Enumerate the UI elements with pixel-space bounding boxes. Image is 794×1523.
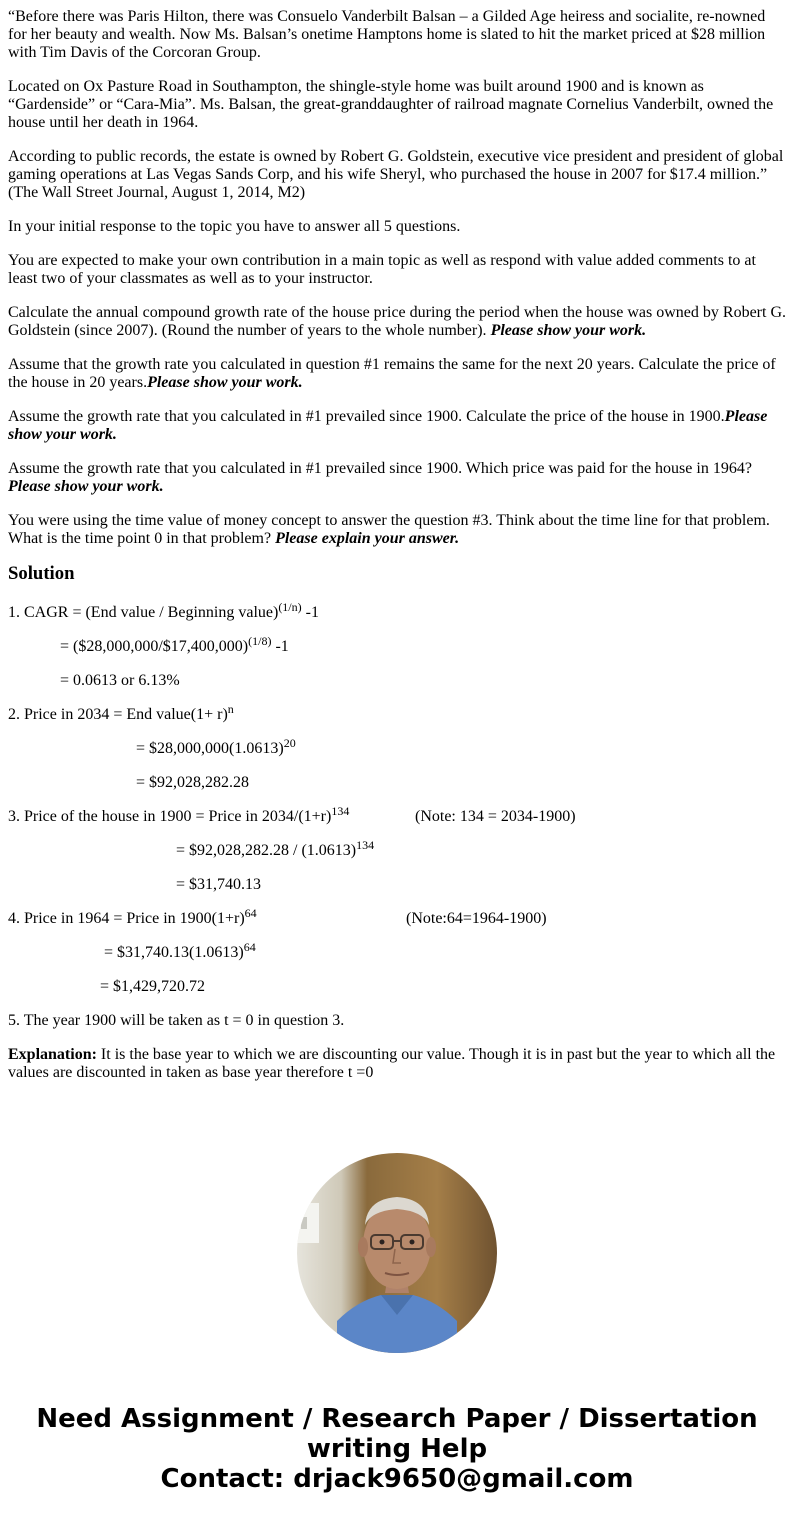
solution-5: 5. The year 1900 will be taken as t = 0 in question 3. xyxy=(8,1012,345,1029)
solution-3-result: = $31,740.13 xyxy=(176,876,262,893)
author-portrait-icon xyxy=(297,1153,497,1353)
solution-3-note: (Note: 134 = 2034-1900) xyxy=(415,808,576,825)
intro-paragraph-2: Located on Ox Pasture Road in Southampton, the shingle-style home was built around 1900 and is known as “Gardenside” or “Cara-Mia”. Ms. Balsan, the great-granddaughter of railroad magnate Cornelius Vanderbilt, owned the house until her death in 1964. xyxy=(8,78,774,131)
question-3-emphasis: Please show your work. xyxy=(8,408,768,443)
solution-3-formula-exponent: 134 xyxy=(331,804,350,818)
question-5-emphasis: Please explain your answer. xyxy=(275,530,460,547)
intro-paragraph-1: “Before there was Paris Hilton, there was Consuelo Vanderbilt Balsan – a Gilded Age heiress and socialite, re-nowned for her beauty and wealth. Now Ms. Balsan’s onetime Hamptons home is slated to hit the market priced at $28 million with Tim Davis of the Corcoran Group. xyxy=(8,8,766,61)
solution-1-formula-text: 1. CAGR = (End value / Beginning value) xyxy=(8,604,279,621)
question-5-text: You were using the time value of money concept to answer the question #3. Think about the time line for that problem. What is the time point 0 in that problem? xyxy=(8,512,770,547)
question-4 xyxy=(8,460,786,496)
solution-1-formula-tail: -1 xyxy=(301,604,319,621)
solution-4-substitution-text: = $31,740.13(1.0613) xyxy=(104,944,244,961)
question-2-emphasis: Please show your work. xyxy=(147,374,303,391)
solution-1-substitution-tail: -1 xyxy=(271,638,289,655)
question-3 xyxy=(8,408,786,444)
intro-paragraph-3: According to public records, the estate is owned by Robert G. Goldstein, executive vice president and president of global gaming operations at Las Vegas Sands Corp, and his wife Sheryl, who purchased the house in 2007 for $17.4 million.” (The Wall Street Journal, August 1, 2014, M2) xyxy=(8,148,784,201)
question-3-text: Assume the growth rate that you calculated in #1 prevailed since 1900. Calculate the price of the house in 1900. xyxy=(8,408,725,425)
solution-3-formula-text: 3. Price of the house in 1900 = Price in 2034/(1+r) xyxy=(8,808,332,825)
solution-3-substitution xyxy=(8,838,786,860)
solution-4-result: = $1,429,720.72 xyxy=(100,978,206,995)
solution-2-result: = $92,028,282.28 xyxy=(136,774,250,791)
solution-2-substitution-text: = $28,000,000(1.0613) xyxy=(136,740,284,757)
document-body xyxy=(8,8,786,1098)
solution-4-formula xyxy=(8,906,786,928)
intro-paragraph-5: You are expected to make your own contribution in a main topic as well as respond with value added comments to at least two of your classmates as well as to your instructor. xyxy=(8,252,756,287)
solution-explanation xyxy=(8,1046,786,1082)
solution-4-note: (Note:64=1964-1900) xyxy=(406,910,547,927)
solution-4-formula-text: 4. Price in 1964 = Price in 1900(1+r) xyxy=(8,910,245,927)
solution-4-formula-exponent: 64 xyxy=(244,906,257,920)
solution-heading: Solution xyxy=(8,563,75,584)
solution-2-formula-exponent: n xyxy=(227,702,234,716)
solution-3-formula xyxy=(8,804,786,826)
solution-4-substitution xyxy=(8,940,786,962)
author-avatar xyxy=(297,1153,497,1353)
solution-3-substitution-text: = $92,028,282.28 / (1.0613) xyxy=(176,842,357,859)
solution-1-substitution-exponent: (1/8) xyxy=(248,634,272,648)
question-1-text: Calculate the annual compound growth rate of the house price during the period when the house was owned by Robert G. Goldstein (since 2007). (Round the number of years to the whole number). xyxy=(8,304,787,339)
footer-contact xyxy=(0,1404,794,1494)
solution-3-substitution-exponent: 134 xyxy=(356,838,375,852)
solution-1-formula-exponent: (1/n) xyxy=(278,600,302,614)
solution-1-substitution-text: = ($28,000,000/$17,400,000) xyxy=(60,638,249,655)
question-4-emphasis: Please show your work. xyxy=(8,478,164,495)
solution-1-formula xyxy=(8,600,786,622)
solution-2-formula-text: 2. Price in 2034 = End value(1+ r) xyxy=(8,706,228,723)
solution-2-substitution-exponent: 20 xyxy=(283,736,296,750)
explanation-text: It is the base year to which we are discounting our value. Though it is in past but the year to which all the values are discounted in taken as base year therefore t =0 xyxy=(8,1046,776,1081)
intro-paragraph-4: In your initial response to the topic you have to answer all 5 questions. xyxy=(8,218,461,235)
footer-contact-email: Contact: drjack9650@gmail.com xyxy=(160,1464,634,1494)
solution-2-substitution xyxy=(8,736,786,758)
solution-1-substitution xyxy=(8,634,786,656)
question-1 xyxy=(8,304,786,340)
footer-line-2: writing Help xyxy=(306,1434,488,1464)
question-5 xyxy=(8,512,786,548)
solution-2-formula xyxy=(8,702,786,724)
explanation-label: Explanation: xyxy=(8,1046,97,1063)
footer-line-1: Need Assignment / Research Paper / Dissertation xyxy=(36,1404,758,1434)
question-4-text: Assume the growth rate that you calculated in #1 prevailed since 1900. Which price was paid for the house in 1964? xyxy=(8,460,752,477)
question-2-text: Assume that the growth rate you calculated in question #1 remains the same for the next 20 years. Calculate the price of the house in 20 years. xyxy=(8,356,776,391)
question-1-emphasis: Please show your work. xyxy=(490,322,647,339)
solution-4-substitution-exponent: 64 xyxy=(243,940,256,954)
question-2 xyxy=(8,356,786,392)
solution-1-result: = 0.0613 or 6.13% xyxy=(60,672,180,689)
